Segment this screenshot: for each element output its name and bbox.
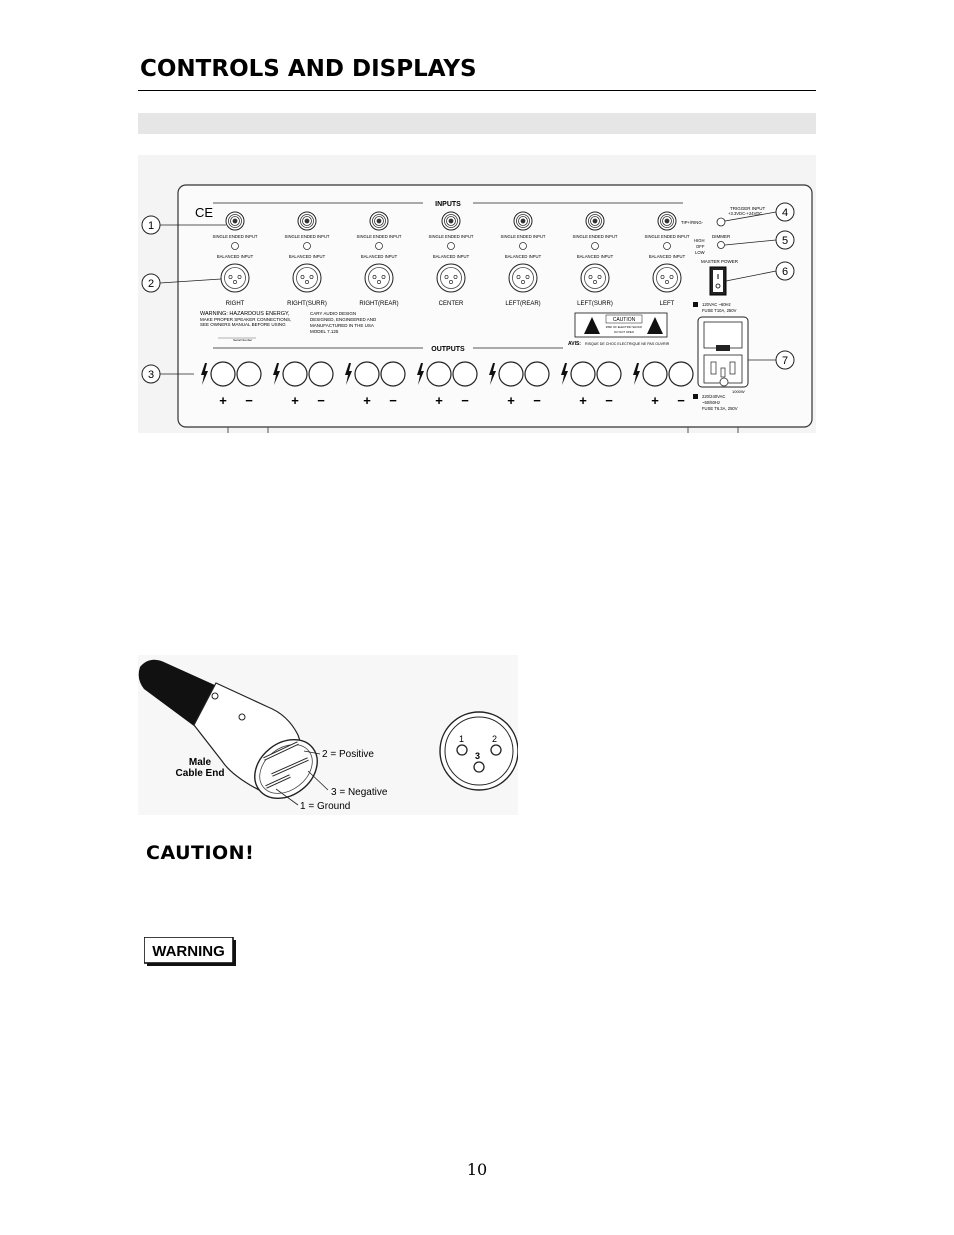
balanced-label: BALANCED INPUT [216,254,254,259]
dimmer-high: HIGH [694,238,705,243]
callout-number: 5 [781,235,789,247]
warning-badge [144,937,238,967]
input-select-switch[interactable] [232,243,239,250]
ce-mark: CE [195,205,214,220]
callout-number: 6 [781,266,789,278]
outputs-heading: OUTPUTS [431,346,465,353]
balanced-label: BALANCED INPUT [288,254,326,259]
single-ended-label: SINGLE ENDED INPUT [212,234,258,239]
dimmer-low: LOW [695,250,705,255]
pin2-label: 2 = Positive [322,749,374,760]
caution-sub-1: RISK OF ELECTRIC SHOCK [605,325,643,329]
page-title: CONTROLS AND DISPLAYS [140,56,477,82]
master-power-label: MASTER POWER [701,259,739,264]
face-pin3: 3 [475,751,481,761]
pin1-label: 1 = Ground [300,801,351,812]
rear-panel-figure [138,155,816,433]
male-label-2: Cable End [175,768,225,779]
plus-sign: + [291,393,299,408]
warning-badge-text: WARNING [152,943,225,960]
watts-label: 1000W [732,389,745,394]
xlr-pinout-figure [138,655,518,815]
channel-name: RIGHT [225,301,245,307]
negative-binding-post[interactable] [669,362,693,386]
dimmer-off: OFF [696,244,705,249]
warning-text-1: WARNING: HAZARDOUS ENERGY, [200,311,290,317]
callout-number: 7 [781,355,789,367]
plus-sign: + [219,393,227,408]
voltage-220-2: ~50/60Hz [702,400,721,405]
plus-sign: + [579,393,587,408]
callout-number: 2 [147,278,155,290]
xlr-input-jack[interactable] [437,264,465,292]
voltage-120-1: 120VAC ~60Hz [702,302,731,307]
callout-number: 1 [147,220,155,232]
plus-sign: + [435,393,443,408]
balanced-label: BALANCED INPUT [648,254,686,259]
single-ended-label: SINGLE ENDED INPUT [500,234,546,239]
trigger-label-1: TRIGGER INPUT [730,206,766,211]
face-pin1: 1 [459,734,465,744]
minus-sign: − [389,393,397,408]
positive-binding-post[interactable] [571,362,595,386]
negative-binding-post[interactable] [453,362,477,386]
trigger-label-2: +3.3VDC-+24VDC [728,211,763,216]
negative-binding-post[interactable] [525,362,549,386]
callout-number: 3 [147,369,155,381]
single-ended-label: SINGLE ENDED INPUT [284,234,330,239]
title-divider [138,90,816,91]
negative-binding-post[interactable] [237,362,261,386]
xlr-input-jack[interactable] [581,264,609,292]
single-ended-label: SINGLE ENDED INPUT [356,234,402,239]
minus-sign: − [317,393,325,408]
xlr-input-jack[interactable] [365,264,393,292]
minus-sign: − [605,393,613,408]
minus-sign: − [461,393,469,408]
xlr-input-jack[interactable] [293,264,321,292]
voltage-120-2: FUSE T10A, 250V [702,308,737,313]
warning-text-2: MAKE PROPER SPEAKER CONNECTIONS, [200,317,292,322]
single-ended-label: SINGLE ENDED INPUT [572,234,618,239]
negative-binding-post[interactable] [309,362,333,386]
serial-label: Serial Number [233,338,253,342]
male-label-1: Male [188,757,212,768]
dimmer-switch[interactable] [718,242,725,249]
pin3-label: 3 = Negative [331,787,388,798]
plus-sign: + [507,393,515,408]
design-text-4: MODEL 7.125 [310,329,339,334]
xlr-pinout-svg [138,655,518,815]
balanced-label: BALANCED INPUT [504,254,542,259]
input-select-switch[interactable] [376,243,383,250]
callout-number: 4 [781,207,789,219]
channel-name: LEFT(SURR) [577,301,613,307]
xlr-input-jack[interactable] [509,264,537,292]
design-text-2: DESIGNED, ENGINEERED AND [310,317,377,322]
positive-binding-post[interactable] [211,362,235,386]
channel-name: RIGHT(SURR) [287,301,327,307]
trigger-label-3: TIP+/RING- [681,220,703,225]
single-ended-label: SINGLE ENDED INPUT [644,234,690,239]
balanced-label: BALANCED INPUT [576,254,614,259]
positive-binding-post[interactable] [499,362,523,386]
positive-binding-post[interactable] [643,362,667,386]
avis-label: AVIS: [568,341,581,347]
balanced-label: BALANCED INPUT [432,254,470,259]
caution-sub-2: DO NOT OPEN [614,330,634,334]
minus-sign: − [245,393,253,408]
single-ended-label: SINGLE ENDED INPUT [428,234,474,239]
page-number: 10 [466,1160,488,1179]
caution-badge: CAUTION! [146,842,255,864]
input-select-switch[interactable] [520,243,527,250]
voltage-220-1: 220/240VAC [702,394,726,399]
positive-binding-post[interactable] [283,362,307,386]
positive-binding-post[interactable] [427,362,451,386]
warning-text-3: SEE OWNERS MANUAL BEFORE USING [200,322,286,327]
avis-text: RISQUE DE CHOC ELECTRIQUE NE PAS OUVRIR [585,342,670,346]
plus-sign: + [651,393,659,408]
input-select-switch[interactable] [448,243,455,250]
face-pin2: 2 [492,734,498,744]
xlr-input-jack[interactable] [221,264,249,292]
inputs-heading: INPUTS [435,201,461,208]
channel-name: CENTER [438,301,464,307]
input-select-switch[interactable] [664,243,671,250]
fuse-drawer[interactable] [704,322,742,348]
dimmer-label: DIMMER [712,234,731,239]
section-band [138,113,816,134]
negative-binding-post[interactable] [381,362,405,386]
balanced-label: BALANCED INPUT [360,254,398,259]
rear-panel-svg [138,155,816,433]
voltage-220-3: FUSE T6.3A, 250V [702,406,738,411]
minus-sign: − [533,393,541,408]
xlr-input-jack[interactable] [653,264,681,292]
input-select-switch[interactable] [304,243,311,250]
input-select-switch[interactable] [592,243,599,250]
channel-name: LEFT [659,301,675,307]
channel-name: LEFT(REAR) [505,301,541,307]
minus-sign: − [677,393,685,408]
negative-binding-post[interactable] [597,362,621,386]
trigger-input-jack[interactable] [717,218,725,226]
design-text-1: CARY AUDIO DESIGN [310,311,357,316]
design-text-3: MANUFACTURED IN THE USA [310,323,374,328]
positive-binding-post[interactable] [355,362,379,386]
caution-label: CAUTION [612,317,636,323]
plus-sign: + [363,393,371,408]
channel-name: RIGHT(REAR) [359,301,399,307]
